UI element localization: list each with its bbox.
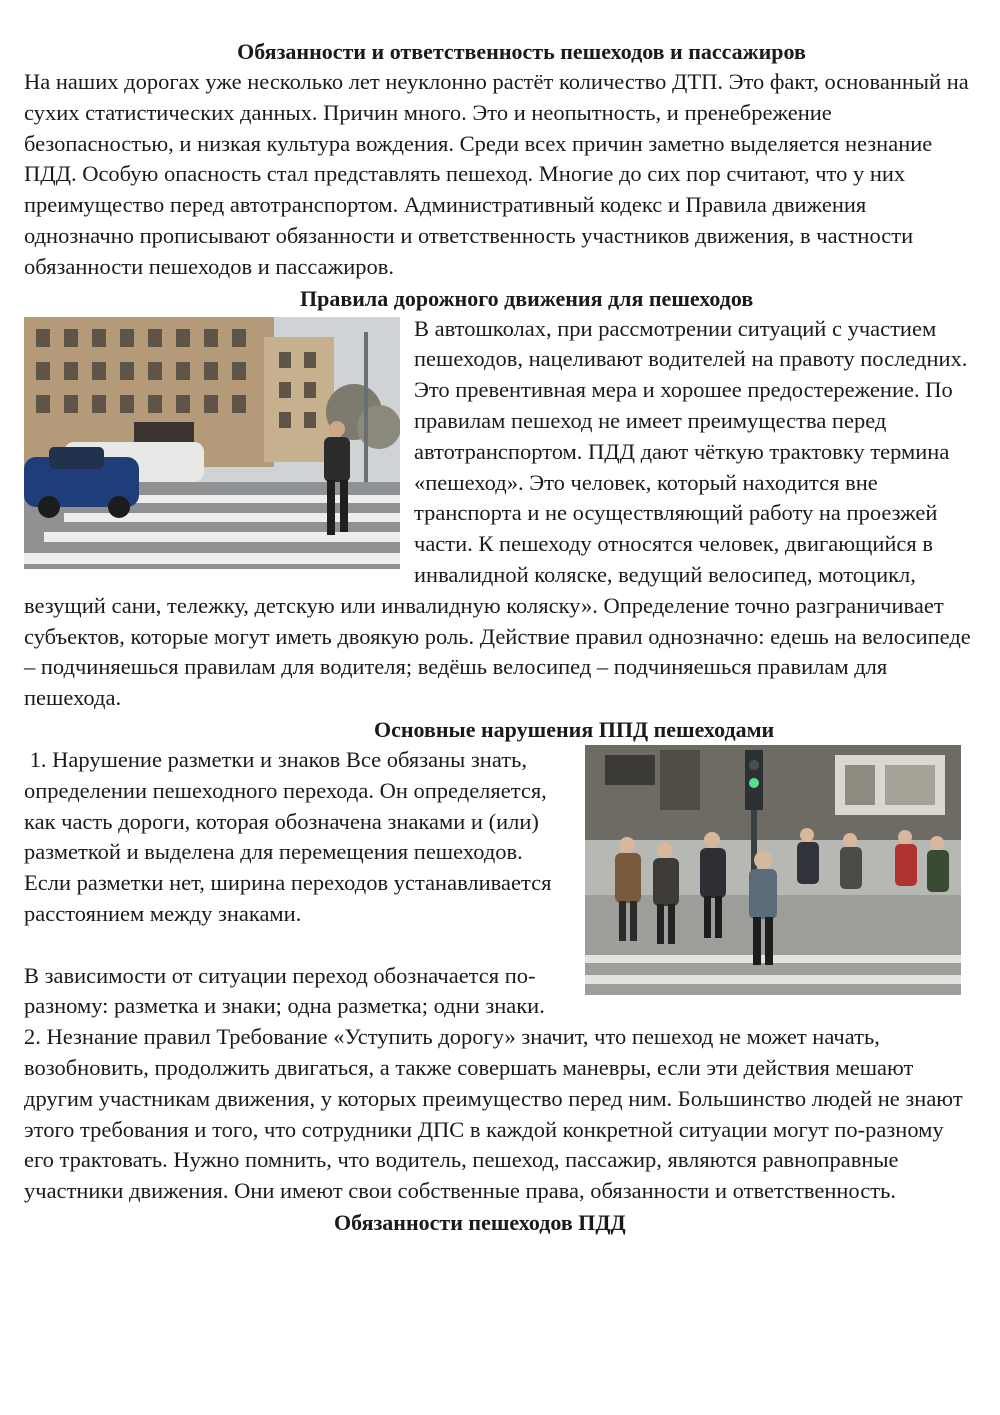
section-heading-rules: Правила дорожного движения для пешеходов bbox=[300, 285, 754, 311]
section-heading-duties: Обязанности пешеходов ПДД bbox=[334, 1209, 626, 1235]
violation-item-1: 1. Нарушение разметки и знаков Все обязаны знать, определении пешеходного перехода. Он определяется, как часть дороги, которая обозначена знаками и (или) разметкой и выделена для перемещения пешеходов. Если разметки нет, ширина переходов устанавливается расстоянием между знаками. bbox=[24, 746, 558, 926]
intro-paragraph: На наших дорогах уже несколько лет неуклонно растёт количество ДТП. Это факт, основанный на сухих статистических данных. Причин много. Это и неопытность, и пренебрежение безопасностью, и низкая культура вождения. Среди всех причин заметно выделяется незнание ПДД. Особую опасность стал представлять пешеход. Многие до сих пор считают, что у них преимущество перед автотранспортом. Административный кодекс и Правила движения однозначно прописывают обязанности и ответственность участников движения, в частности обязанности пешеходов и пассажиров. bbox=[24, 69, 969, 279]
violation-item-2: 2. Незнание правил Требование «Уступить дорогу» значит, что пешеход не может начать, возобновить, продолжить двигаться, а также совершать маневры, если эти действия мешают другим участникам движения, у которых преимущество перед ним. Большинство людей не знают этого требования и того, что сотрудники ДПС в каждой конкретной ситуации могут по-разному его трактовать. Нужно помнить, что водитель, пешеход, пассажир, являются равноправные участники движения. Они имеют свои собственные права, обязанности и ответственность. bbox=[24, 1024, 963, 1204]
section-heading-violations: Основные нарушения ППД пешеходами bbox=[374, 716, 775, 742]
section1-paragraph: В автошколах, при рассмотрении ситуаций с участием пешеходов, нацеливают водителей на правоту последних. Это превентивная мера и хорошее предостережение. По правилам пешеход не имеет преимущества перед автотранспортом. ПДД дают чёткую трактовку термина «пешеход». Это человек, который находится вне транспорта и не осуществляющий работу на проезжей части. К пешеходу относятся человек, двигающийся в инвалидной коляске, ведущий велосипед, мотоцикл, везущий сани, тележку, детскую или инвалидную коляску». Определение точно разграничивает субъектов, которые могут иметь двоякую роль. Действие правил однозначно: едешь на велосипеде – подчиняешься правилам для водителя; ведёшь велосипед – подчиняешься правилам для пешехода. bbox=[24, 315, 971, 711]
pedestrian-crossing-photo bbox=[24, 317, 400, 569]
crowd-crossing-photo bbox=[585, 745, 961, 995]
document-page bbox=[24, 36, 979, 1238]
page-title: Обязанности и ответственность пешеходов и пассажиров bbox=[237, 39, 806, 64]
violation-item-1-continued: В зависимости от ситуации переход обозначается по-разному: разметка и знаки; одна разметка; одни знаки. bbox=[24, 962, 545, 1019]
